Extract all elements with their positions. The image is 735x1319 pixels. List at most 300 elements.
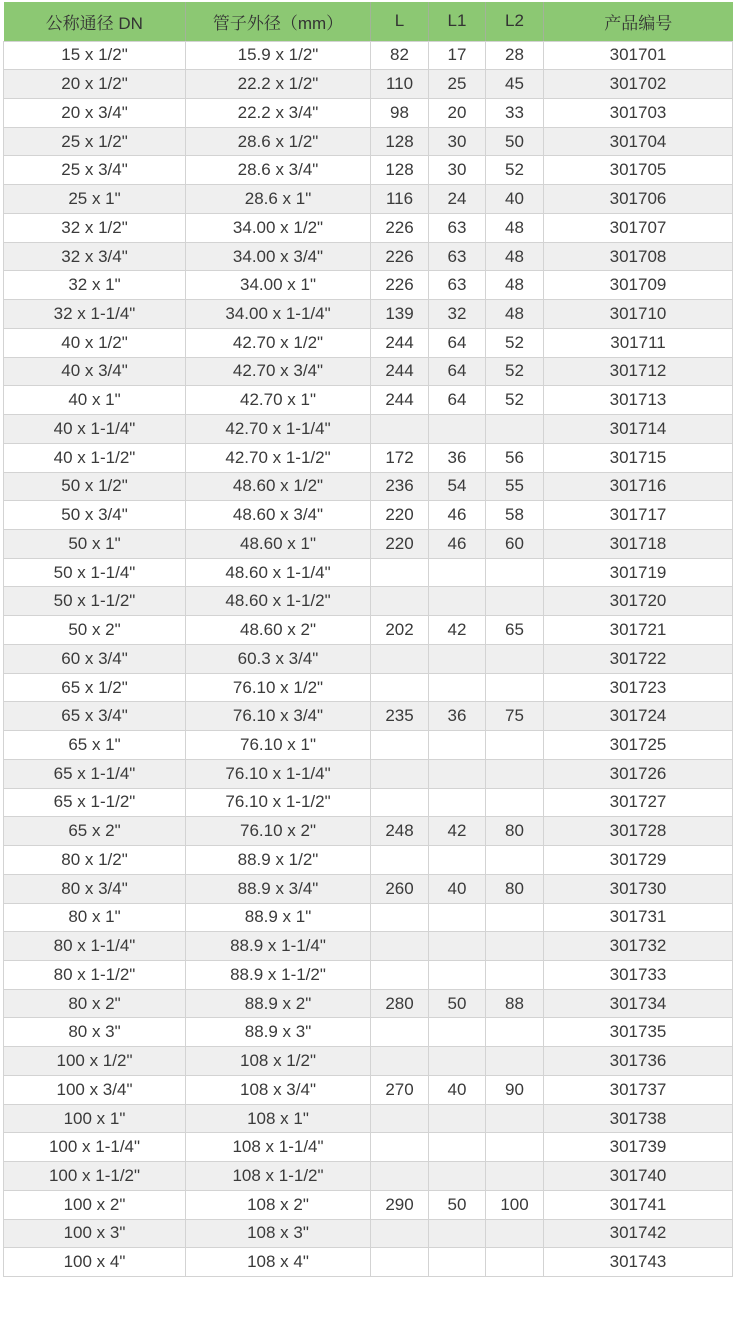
cell-l2: 48 bbox=[486, 271, 544, 300]
table-row bbox=[4, 1133, 733, 1162]
cell-nominal-diameter-dn: 80 x 1" bbox=[4, 903, 186, 932]
cell-l bbox=[371, 903, 429, 932]
cell-pipe-outer-diameter-mm: 34.00 x 1/2" bbox=[186, 213, 371, 242]
cell-l2 bbox=[486, 644, 544, 673]
table-row bbox=[4, 702, 733, 731]
table-row bbox=[4, 961, 733, 990]
table-row bbox=[4, 989, 733, 1018]
cell-l2 bbox=[486, 961, 544, 990]
cell-l2: 58 bbox=[486, 501, 544, 530]
table-row bbox=[4, 501, 733, 530]
cell-pipe-outer-diameter-mm: 76.10 x 1-1/4" bbox=[186, 759, 371, 788]
cell-nominal-diameter-dn: 50 x 3/4" bbox=[4, 501, 186, 530]
cell-product-code: 301721 bbox=[544, 616, 733, 645]
cell-l: 244 bbox=[371, 386, 429, 415]
cell-l1 bbox=[429, 558, 486, 587]
cell-l1 bbox=[429, 961, 486, 990]
cell-l: 236 bbox=[371, 472, 429, 501]
cell-pipe-outer-diameter-mm: 108 x 1" bbox=[186, 1104, 371, 1133]
cell-l bbox=[371, 558, 429, 587]
cell-l bbox=[371, 1047, 429, 1076]
cell-l1 bbox=[429, 644, 486, 673]
cell-nominal-diameter-dn: 80 x 1-1/4" bbox=[4, 932, 186, 961]
cell-l1: 50 bbox=[429, 1190, 486, 1219]
table-row bbox=[4, 156, 733, 185]
cell-product-code: 301712 bbox=[544, 357, 733, 386]
cell-pipe-outer-diameter-mm: 88.9 x 1" bbox=[186, 903, 371, 932]
cell-l bbox=[371, 1133, 429, 1162]
cell-l bbox=[371, 415, 429, 444]
cell-l1: 63 bbox=[429, 213, 486, 242]
table-row bbox=[4, 846, 733, 875]
cell-product-code: 301703 bbox=[544, 98, 733, 127]
cell-l: 139 bbox=[371, 300, 429, 329]
cell-l2: 52 bbox=[486, 156, 544, 185]
cell-l2: 88 bbox=[486, 989, 544, 1018]
table-row bbox=[4, 788, 733, 817]
cell-l1: 20 bbox=[429, 98, 486, 127]
cell-l2: 50 bbox=[486, 127, 544, 156]
table-row bbox=[4, 300, 733, 329]
cell-pipe-outer-diameter-mm: 88.9 x 3/4" bbox=[186, 874, 371, 903]
cell-product-code: 301711 bbox=[544, 328, 733, 357]
table-row bbox=[4, 357, 733, 386]
cell-product-code: 301718 bbox=[544, 529, 733, 558]
cell-pipe-outer-diameter-mm: 42.70 x 3/4" bbox=[186, 357, 371, 386]
cell-nominal-diameter-dn: 40 x 3/4" bbox=[4, 357, 186, 386]
cell-l1: 40 bbox=[429, 1075, 486, 1104]
cell-l2: 52 bbox=[486, 357, 544, 386]
cell-l1: 36 bbox=[429, 443, 486, 472]
cell-product-code: 301743 bbox=[544, 1248, 733, 1277]
cell-pipe-outer-diameter-mm: 88.9 x 2" bbox=[186, 989, 371, 1018]
table-row bbox=[4, 1104, 733, 1133]
cell-product-code: 301735 bbox=[544, 1018, 733, 1047]
cell-pipe-outer-diameter-mm: 88.9 x 3" bbox=[186, 1018, 371, 1047]
column-header-l1: L1 bbox=[429, 2, 486, 41]
cell-l1: 63 bbox=[429, 271, 486, 300]
cell-pipe-outer-diameter-mm: 34.00 x 1" bbox=[186, 271, 371, 300]
cell-l1 bbox=[429, 1104, 486, 1133]
cell-product-code: 301734 bbox=[544, 989, 733, 1018]
cell-pipe-outer-diameter-mm: 48.60 x 3/4" bbox=[186, 501, 371, 530]
cell-l2: 60 bbox=[486, 529, 544, 558]
cell-nominal-diameter-dn: 40 x 1-1/2" bbox=[4, 443, 186, 472]
cell-l: 202 bbox=[371, 616, 429, 645]
table-row bbox=[4, 185, 733, 214]
column-header-nominal-diameter-dn: 公称通径 DN bbox=[4, 2, 186, 41]
cell-l2 bbox=[486, 558, 544, 587]
cell-l2: 45 bbox=[486, 70, 544, 99]
cell-pipe-outer-diameter-mm: 60.3 x 3/4" bbox=[186, 644, 371, 673]
cell-product-code: 301722 bbox=[544, 644, 733, 673]
cell-pipe-outer-diameter-mm: 108 x 4" bbox=[186, 1248, 371, 1277]
cell-nominal-diameter-dn: 50 x 1-1/4" bbox=[4, 558, 186, 587]
cell-product-code: 301732 bbox=[544, 932, 733, 961]
cell-l1 bbox=[429, 587, 486, 616]
table-row bbox=[4, 1075, 733, 1104]
cell-l1 bbox=[429, 1018, 486, 1047]
product-spec-table bbox=[3, 2, 733, 1277]
cell-product-code: 301742 bbox=[544, 1219, 733, 1248]
cell-nominal-diameter-dn: 50 x 1/2" bbox=[4, 472, 186, 501]
cell-l1: 64 bbox=[429, 357, 486, 386]
cell-l2: 75 bbox=[486, 702, 544, 731]
cell-product-code: 301739 bbox=[544, 1133, 733, 1162]
table-header bbox=[4, 2, 733, 41]
cell-pipe-outer-diameter-mm: 48.60 x 1/2" bbox=[186, 472, 371, 501]
cell-product-code: 301705 bbox=[544, 156, 733, 185]
cell-l2 bbox=[486, 788, 544, 817]
cell-l: 116 bbox=[371, 185, 429, 214]
cell-l: 220 bbox=[371, 501, 429, 530]
cell-product-code: 301720 bbox=[544, 587, 733, 616]
cell-l: 244 bbox=[371, 328, 429, 357]
cell-nominal-diameter-dn: 25 x 1/2" bbox=[4, 127, 186, 156]
table-row bbox=[4, 932, 733, 961]
table-row bbox=[4, 213, 733, 242]
cell-product-code: 301733 bbox=[544, 961, 733, 990]
cell-l2 bbox=[486, 673, 544, 702]
cell-l1: 64 bbox=[429, 386, 486, 415]
cell-l1: 46 bbox=[429, 529, 486, 558]
cell-l2 bbox=[486, 731, 544, 760]
table-row bbox=[4, 903, 733, 932]
table-row bbox=[4, 242, 733, 271]
cell-nominal-diameter-dn: 25 x 3/4" bbox=[4, 156, 186, 185]
cell-l: 128 bbox=[371, 156, 429, 185]
table-row bbox=[4, 1162, 733, 1191]
cell-product-code: 301726 bbox=[544, 759, 733, 788]
cell-nominal-diameter-dn: 65 x 1-1/2" bbox=[4, 788, 186, 817]
cell-pipe-outer-diameter-mm: 76.10 x 1-1/2" bbox=[186, 788, 371, 817]
cell-l1: 30 bbox=[429, 156, 486, 185]
column-header-pipe-outer-diameter-mm: 管子外径（mm） bbox=[186, 2, 371, 41]
cell-nominal-diameter-dn: 32 x 1" bbox=[4, 271, 186, 300]
cell-pipe-outer-diameter-mm: 42.70 x 1/2" bbox=[186, 328, 371, 357]
cell-nominal-diameter-dn: 80 x 3/4" bbox=[4, 874, 186, 903]
cell-nominal-diameter-dn: 50 x 2" bbox=[4, 616, 186, 645]
cell-pipe-outer-diameter-mm: 28.6 x 1/2" bbox=[186, 127, 371, 156]
cell-l: 290 bbox=[371, 1190, 429, 1219]
cell-nominal-diameter-dn: 100 x 2" bbox=[4, 1190, 186, 1219]
table-row bbox=[4, 328, 733, 357]
cell-nominal-diameter-dn: 32 x 3/4" bbox=[4, 242, 186, 271]
cell-nominal-diameter-dn: 65 x 1/2" bbox=[4, 673, 186, 702]
cell-l2: 48 bbox=[486, 213, 544, 242]
cell-l: 260 bbox=[371, 874, 429, 903]
cell-nominal-diameter-dn: 40 x 1/2" bbox=[4, 328, 186, 357]
cell-pipe-outer-diameter-mm: 108 x 1-1/2" bbox=[186, 1162, 371, 1191]
cell-product-code: 301737 bbox=[544, 1075, 733, 1104]
cell-l bbox=[371, 846, 429, 875]
cell-l: 244 bbox=[371, 357, 429, 386]
cell-product-code: 301741 bbox=[544, 1190, 733, 1219]
cell-pipe-outer-diameter-mm: 22.2 x 1/2" bbox=[186, 70, 371, 99]
cell-l2 bbox=[486, 903, 544, 932]
cell-l2 bbox=[486, 932, 544, 961]
cell-l1 bbox=[429, 1219, 486, 1248]
cell-pipe-outer-diameter-mm: 48.60 x 1-1/4" bbox=[186, 558, 371, 587]
cell-l1: 63 bbox=[429, 242, 486, 271]
cell-pipe-outer-diameter-mm: 48.60 x 1" bbox=[186, 529, 371, 558]
cell-l1 bbox=[429, 1162, 486, 1191]
cell-l2: 55 bbox=[486, 472, 544, 501]
cell-pipe-outer-diameter-mm: 76.10 x 2" bbox=[186, 817, 371, 846]
column-header-product-code: 产品编号 bbox=[544, 2, 733, 41]
cell-l bbox=[371, 731, 429, 760]
cell-l2 bbox=[486, 1133, 544, 1162]
cell-pipe-outer-diameter-mm: 88.9 x 1-1/4" bbox=[186, 932, 371, 961]
cell-pipe-outer-diameter-mm: 28.6 x 1" bbox=[186, 185, 371, 214]
cell-product-code: 301709 bbox=[544, 271, 733, 300]
cell-l1 bbox=[429, 759, 486, 788]
table-row bbox=[4, 1190, 733, 1219]
cell-pipe-outer-diameter-mm: 108 x 1-1/4" bbox=[186, 1133, 371, 1162]
cell-l1 bbox=[429, 415, 486, 444]
table-row bbox=[4, 1047, 733, 1076]
cell-l1: 54 bbox=[429, 472, 486, 501]
cell-nominal-diameter-dn: 100 x 1" bbox=[4, 1104, 186, 1133]
cell-l1: 50 bbox=[429, 989, 486, 1018]
table-row bbox=[4, 41, 733, 70]
cell-pipe-outer-diameter-mm: 48.60 x 2" bbox=[186, 616, 371, 645]
column-header-l: L bbox=[371, 2, 429, 41]
cell-product-code: 301731 bbox=[544, 903, 733, 932]
cell-product-code: 301702 bbox=[544, 70, 733, 99]
cell-nominal-diameter-dn: 100 x 1-1/4" bbox=[4, 1133, 186, 1162]
cell-pipe-outer-diameter-mm: 42.70 x 1-1/4" bbox=[186, 415, 371, 444]
cell-l bbox=[371, 1104, 429, 1133]
table-row bbox=[4, 759, 733, 788]
cell-nominal-diameter-dn: 40 x 1-1/4" bbox=[4, 415, 186, 444]
cell-l2 bbox=[486, 1162, 544, 1191]
table-row bbox=[4, 386, 733, 415]
cell-l: 226 bbox=[371, 242, 429, 271]
cell-pipe-outer-diameter-mm: 76.10 x 3/4" bbox=[186, 702, 371, 731]
cell-product-code: 301715 bbox=[544, 443, 733, 472]
cell-pipe-outer-diameter-mm: 15.9 x 1/2" bbox=[186, 41, 371, 70]
cell-nominal-diameter-dn: 80 x 3" bbox=[4, 1018, 186, 1047]
cell-pipe-outer-diameter-mm: 88.9 x 1/2" bbox=[186, 846, 371, 875]
cell-l1: 24 bbox=[429, 185, 486, 214]
cell-l1: 42 bbox=[429, 616, 486, 645]
cell-l1: 25 bbox=[429, 70, 486, 99]
cell-nominal-diameter-dn: 65 x 1" bbox=[4, 731, 186, 760]
cell-l2: 56 bbox=[486, 443, 544, 472]
table-row bbox=[4, 127, 733, 156]
cell-l bbox=[371, 961, 429, 990]
cell-l: 270 bbox=[371, 1075, 429, 1104]
cell-nominal-diameter-dn: 32 x 1-1/4" bbox=[4, 300, 186, 329]
cell-nominal-diameter-dn: 80 x 2" bbox=[4, 989, 186, 1018]
table-row bbox=[4, 673, 733, 702]
cell-l2 bbox=[486, 1018, 544, 1047]
cell-product-code: 301708 bbox=[544, 242, 733, 271]
cell-nominal-diameter-dn: 65 x 1-1/4" bbox=[4, 759, 186, 788]
cell-l bbox=[371, 1248, 429, 1277]
cell-nominal-diameter-dn: 32 x 1/2" bbox=[4, 213, 186, 242]
cell-l2 bbox=[486, 1219, 544, 1248]
cell-pipe-outer-diameter-mm: 34.00 x 1-1/4" bbox=[186, 300, 371, 329]
table-row bbox=[4, 587, 733, 616]
cell-product-code: 301719 bbox=[544, 558, 733, 587]
column-header-l2: L2 bbox=[486, 2, 544, 41]
cell-pipe-outer-diameter-mm: 76.10 x 1/2" bbox=[186, 673, 371, 702]
cell-nominal-diameter-dn: 25 x 1" bbox=[4, 185, 186, 214]
cell-pipe-outer-diameter-mm: 22.2 x 3/4" bbox=[186, 98, 371, 127]
cell-l1: 42 bbox=[429, 817, 486, 846]
table-row bbox=[4, 70, 733, 99]
cell-product-code: 301723 bbox=[544, 673, 733, 702]
cell-l1 bbox=[429, 1133, 486, 1162]
cell-l2: 80 bbox=[486, 874, 544, 903]
cell-l2 bbox=[486, 759, 544, 788]
table-row bbox=[4, 644, 733, 673]
cell-product-code: 301713 bbox=[544, 386, 733, 415]
cell-l2: 48 bbox=[486, 242, 544, 271]
cell-product-code: 301736 bbox=[544, 1047, 733, 1076]
cell-l1 bbox=[429, 903, 486, 932]
table-header-row bbox=[4, 2, 733, 41]
cell-nominal-diameter-dn: 100 x 4" bbox=[4, 1248, 186, 1277]
cell-product-code: 301725 bbox=[544, 731, 733, 760]
table-row bbox=[4, 558, 733, 587]
cell-l2: 52 bbox=[486, 386, 544, 415]
cell-product-code: 301728 bbox=[544, 817, 733, 846]
cell-l: 128 bbox=[371, 127, 429, 156]
cell-pipe-outer-diameter-mm: 88.9 x 1-1/2" bbox=[186, 961, 371, 990]
table-row bbox=[4, 415, 733, 444]
cell-l bbox=[371, 759, 429, 788]
cell-l1 bbox=[429, 932, 486, 961]
cell-pipe-outer-diameter-mm: 42.70 x 1-1/2" bbox=[186, 443, 371, 472]
table-row bbox=[4, 472, 733, 501]
cell-l: 226 bbox=[371, 213, 429, 242]
cell-nominal-diameter-dn: 50 x 1" bbox=[4, 529, 186, 558]
cell-pipe-outer-diameter-mm: 34.00 x 3/4" bbox=[186, 242, 371, 271]
table-row bbox=[4, 98, 733, 127]
cell-l1: 36 bbox=[429, 702, 486, 731]
cell-l2 bbox=[486, 587, 544, 616]
table-row bbox=[4, 731, 733, 760]
cell-l: 110 bbox=[371, 70, 429, 99]
cell-l2 bbox=[486, 1047, 544, 1076]
cell-l bbox=[371, 673, 429, 702]
cell-l2: 100 bbox=[486, 1190, 544, 1219]
cell-l2: 48 bbox=[486, 300, 544, 329]
cell-l bbox=[371, 644, 429, 673]
cell-l2: 90 bbox=[486, 1075, 544, 1104]
cell-product-code: 301740 bbox=[544, 1162, 733, 1191]
cell-pipe-outer-diameter-mm: 42.70 x 1" bbox=[186, 386, 371, 415]
cell-l2: 40 bbox=[486, 185, 544, 214]
table-row bbox=[4, 271, 733, 300]
cell-pipe-outer-diameter-mm: 108 x 1/2" bbox=[186, 1047, 371, 1076]
cell-l1: 64 bbox=[429, 328, 486, 357]
cell-l: 98 bbox=[371, 98, 429, 127]
cell-l2: 33 bbox=[486, 98, 544, 127]
table-row bbox=[4, 817, 733, 846]
cell-nominal-diameter-dn: 100 x 1/2" bbox=[4, 1047, 186, 1076]
cell-l1 bbox=[429, 1047, 486, 1076]
cell-nominal-diameter-dn: 100 x 1-1/2" bbox=[4, 1162, 186, 1191]
cell-l2 bbox=[486, 1248, 544, 1277]
cell-product-code: 301706 bbox=[544, 185, 733, 214]
cell-l1: 46 bbox=[429, 501, 486, 530]
cell-l: 235 bbox=[371, 702, 429, 731]
cell-l: 82 bbox=[371, 41, 429, 70]
table-body bbox=[4, 41, 733, 1277]
cell-l1 bbox=[429, 673, 486, 702]
cell-product-code: 301730 bbox=[544, 874, 733, 903]
cell-l1: 40 bbox=[429, 874, 486, 903]
table-row bbox=[4, 443, 733, 472]
cell-l1 bbox=[429, 846, 486, 875]
cell-product-code: 301707 bbox=[544, 213, 733, 242]
cell-nominal-diameter-dn: 65 x 2" bbox=[4, 817, 186, 846]
cell-product-code: 301704 bbox=[544, 127, 733, 156]
table-row bbox=[4, 1018, 733, 1047]
cell-product-code: 301727 bbox=[544, 788, 733, 817]
cell-nominal-diameter-dn: 80 x 1-1/2" bbox=[4, 961, 186, 990]
cell-pipe-outer-diameter-mm: 76.10 x 1" bbox=[186, 731, 371, 760]
cell-l: 248 bbox=[371, 817, 429, 846]
cell-l bbox=[371, 1162, 429, 1191]
cell-nominal-diameter-dn: 40 x 1" bbox=[4, 386, 186, 415]
cell-pipe-outer-diameter-mm: 108 x 2" bbox=[186, 1190, 371, 1219]
table-row bbox=[4, 1219, 733, 1248]
cell-nominal-diameter-dn: 15 x 1/2" bbox=[4, 41, 186, 70]
cell-l2: 80 bbox=[486, 817, 544, 846]
cell-nominal-diameter-dn: 80 x 1/2" bbox=[4, 846, 186, 875]
cell-product-code: 301716 bbox=[544, 472, 733, 501]
cell-product-code: 301717 bbox=[544, 501, 733, 530]
cell-l2 bbox=[486, 1104, 544, 1133]
cell-nominal-diameter-dn: 100 x 3/4" bbox=[4, 1075, 186, 1104]
cell-l1: 17 bbox=[429, 41, 486, 70]
cell-product-code: 301701 bbox=[544, 41, 733, 70]
table-row bbox=[4, 616, 733, 645]
cell-nominal-diameter-dn: 20 x 3/4" bbox=[4, 98, 186, 127]
cell-nominal-diameter-dn: 60 x 3/4" bbox=[4, 644, 186, 673]
cell-product-code: 301714 bbox=[544, 415, 733, 444]
cell-l: 220 bbox=[371, 529, 429, 558]
cell-l: 226 bbox=[371, 271, 429, 300]
table-row bbox=[4, 529, 733, 558]
cell-l1 bbox=[429, 788, 486, 817]
cell-product-code: 301738 bbox=[544, 1104, 733, 1133]
cell-l1: 32 bbox=[429, 300, 486, 329]
cell-l bbox=[371, 932, 429, 961]
cell-l bbox=[371, 587, 429, 616]
cell-pipe-outer-diameter-mm: 48.60 x 1-1/2" bbox=[186, 587, 371, 616]
cell-nominal-diameter-dn: 50 x 1-1/2" bbox=[4, 587, 186, 616]
table-row bbox=[4, 1248, 733, 1277]
cell-product-code: 301710 bbox=[544, 300, 733, 329]
cell-product-code: 301729 bbox=[544, 846, 733, 875]
cell-nominal-diameter-dn: 100 x 3" bbox=[4, 1219, 186, 1248]
cell-l bbox=[371, 788, 429, 817]
cell-nominal-diameter-dn: 65 x 3/4" bbox=[4, 702, 186, 731]
cell-pipe-outer-diameter-mm: 108 x 3/4" bbox=[186, 1075, 371, 1104]
table-row bbox=[4, 874, 733, 903]
cell-l2: 28 bbox=[486, 41, 544, 70]
cell-l2: 52 bbox=[486, 328, 544, 357]
cell-nominal-diameter-dn: 20 x 1/2" bbox=[4, 70, 186, 99]
cell-l1 bbox=[429, 731, 486, 760]
cell-l bbox=[371, 1219, 429, 1248]
